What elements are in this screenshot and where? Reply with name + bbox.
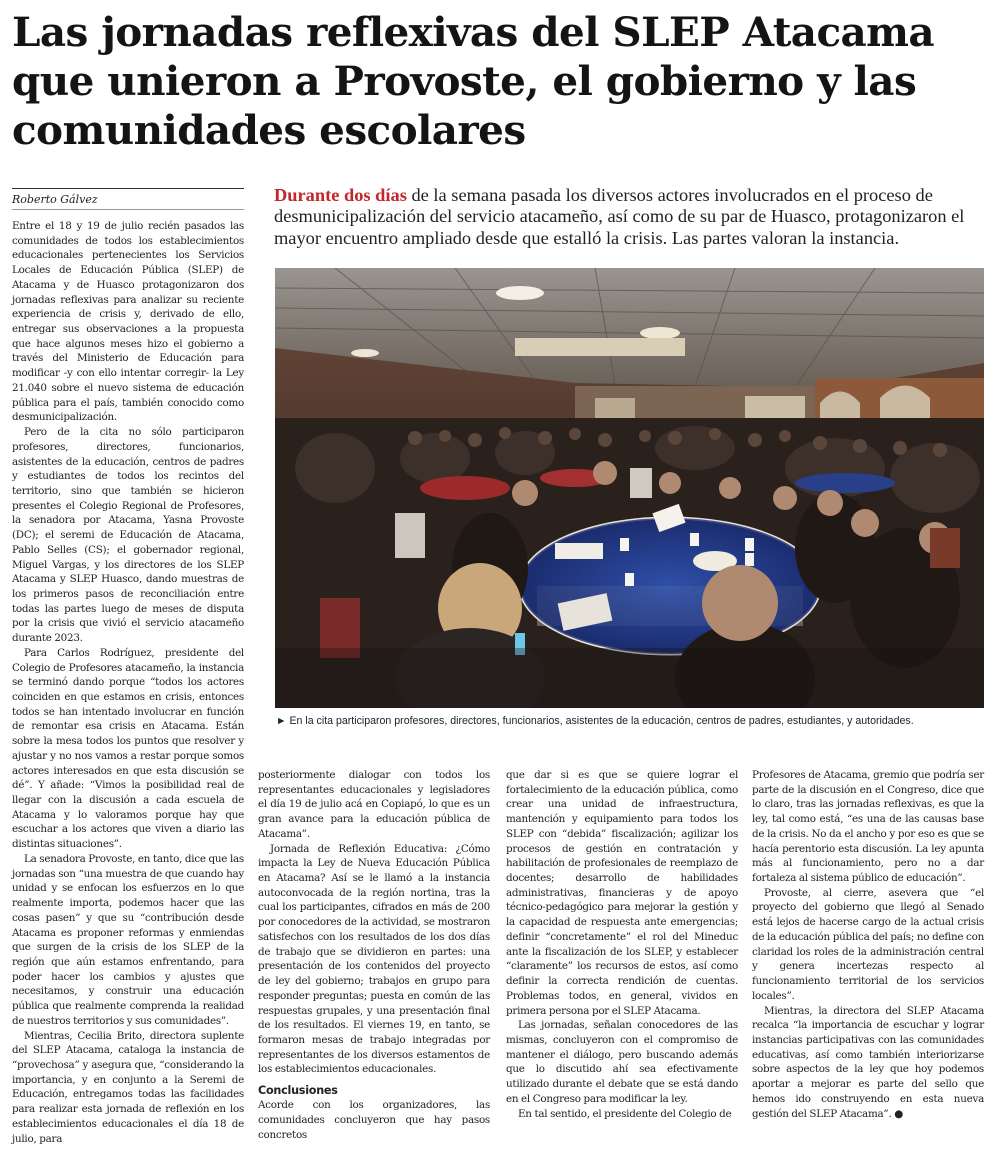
body-paragraph: Mientras, Cecilia Brito, directora suplente del SLEP Atacama, cataloga la instancia de “provechosa” y asegura que, “considerando la importancia, y en conjunto a la Seremi de Educación, entregamos todas las facilidades para realizar esta jornada de reflexión en los establecimientos educacionales el día 18 de julio, para [12, 1029, 244, 1145]
headline: Las jornadas reflexivas del SLEP Atacama que unieron a Provoste, el gobierno y las comunidades escolares [12, 8, 935, 154]
lead-highlight: Durante dos días [274, 185, 407, 205]
photo-caption [276, 714, 984, 728]
lead-paragraph [274, 185, 986, 249]
body-column-2 [258, 768, 490, 1142]
body-paragraph: Provoste, al cierre, asevera que “el proyecto del gobierno que llegó al Senado está lejos de hacerse cargo de la actual crisis de la educación pública del país; no define con claridad los roles de la administración central y genera incertezas respecto al funcionamiento territorial de los servicios locales”. [752, 886, 984, 1002]
body-paragraph [752, 1004, 984, 1122]
body-paragraph: La senadora Provoste, en tanto, dice que las jornadas son “una muestra de que cuando hay unidad y se enfocan los esfuerzos en lo que realmente importa, podemos hacer que las cosas pasen” y que su “contribución desde Atacama es proponer reformas y enmiendas que surgen de la crisis de los SLEP de la región que aún estamos enfrentando, para poder hacer los cambios y ajustes que necesitamos, y construir una educación pública que realmente comprenda la realidad de nuestros territorios y sus comunidades”. [12, 852, 244, 1027]
section-heading-conclusiones: Conclusiones [258, 1084, 338, 1098]
event-photo-illustration [275, 268, 984, 708]
body-paragraph: En tal sentido, el presidente del Colegio de [518, 1107, 732, 1120]
body-paragraph: Jornada de Reflexión Educativa: ¿Cómo impacta la Ley de Nueva Educación Pública en Atacama? Así se le llamó a la instancia autoconvocada de la región nortina, tras la cual los participantes, cifrados en más de 200 por conocedores de la actividad, se mostraron satisfechos con los resultados de los dos días de trabajo que se dividieron en partes: una presentación de los contenidos del proyecto de ley del gobierno; trabajos en grupo para responder preguntas; puesta en común de las respuestas grupales, y una presentación final de los resultados. El viernes 19, en tanto, se formaron mesas de trabajo integradas por representantes de los diversos estamentos de los establecimientos educacionales. [258, 842, 490, 1076]
body-paragraph: Profesores de Atacama, gremio que podría ser parte de la discusión en el Congreso, dice que lo claro, tras las jornadas reflexivas, es que la ley, tal como está, “es una de las causas base de la crisis. No da el ancho y por eso es que se hacía perentorio esta discusión. La ley apunta más al funcionamiento, pero no a dar fortaleza al sistema público de educación”. [752, 769, 984, 885]
body-paragraph: posteriormente dialogar con todos los representantes educacionales y legisladores el día 19 de julio acá en Copiapó, lo que es un gran avance para la educación pública de Atacama”. [258, 769, 490, 840]
body-paragraph: Entre el 18 y 19 de julio recién pasados las comunidades de todos los establecimientos educacionales pertenecientes los Servicios Locales de Educación Pública (SLEP) de Atacama y de Huasco protagonizaron dos jornadas reflexivas para analizar su reciente experiencia de crisis y, derivado de ello, entregar sus observaciones a la propuesta que hace algunos meses hizo el gobierno a través del Ministerio de Educación para modificar -y con ello intentar corregir- la Ley 21.040 sobre el nuevo sistema de educación pública para el país, también conocido como desmunicipalización. [12, 220, 244, 424]
author-byline: Roberto Gálvez [12, 188, 244, 210]
body-paragraph: que dar si es que se quiere lograr el fortalecimiento de la educación pública, como crear una unidad de infraestructura, mantención y equipamiento para todos los SLEP con “debida” fiscalización; agilizar los procesos de gestión en contratación y habilitación de profesionales de reemplazo de docentes; desarrollo de habilidades administrativas, financieras y de apoyo técnico-pedagógico para mejorar la gestión y la capacidad de respuesta ante emergencias; definir “concretamente” el rol del Mineduc ante la fiscalización de los SLEP, y establecer “claramente” los recursos de estos, así como definir la correcta rendición de cuentas. Problemas todos, en general, vividos en primera persona por el SLEP Atacama. [506, 769, 738, 1017]
event-photo [275, 268, 984, 708]
end-mark-icon: ● [894, 1107, 904, 1120]
body-paragraph: Acorde con los organizadores, las comunidades concluyeron que hay pasos concretos [258, 1099, 490, 1141]
body-paragraph: Las jornadas, señalan conocedores de las mismas, concluyeron con el compromiso de mantener el diálogo, pero buscando además que lo discutido ahí sea efectivamente utilizado durante el debate que se está dando en el Congreso para modificar la ley. [506, 1019, 738, 1105]
body-column-3 [506, 768, 738, 1121]
lead-text: de la semana pasada los diversos actores involucrados en el proceso de desmunicipalización del servicio atacameño, así como de su par de Huasco, protagonizaron el mayor encuentro ampliado desde que estalló la crisis. Las partes valoran la instancia. [274, 185, 965, 248]
body-column-4 [752, 768, 984, 1121]
closing-text: Mientras, la directora del SLEP Atacama recalca “la importancia de escuchar y lograr instancias participativas con las comunidades educativas, así como también interiorizarse sobre aspectos de la ley que hoy podemos aportar a mejorar es parte del sello que hemos ido construyendo en esta nueva gestión del SLEP Atacama”. [752, 1004, 984, 1120]
body-paragraph: Pero de la cita no sólo participaron profesores, directores, funcionarios, asistentes de la educación, centros de padres y estudiantes de todos los recintos del territorio, sino que también se hicieron presentes el Colegio Regional de Profesores, la senadora por Atacama, Yasna Provoste (DC); el seremi de Educación de Atacama, Pablo Selles (CS); el gobernador regional, Miguel Vargas, y los directores de los SLEP Atacama y SLEP Huasco, dando muestras de los primeros pasos de reconciliación entre todas las partes luego de meses de disputa por la crisis que vivió el servicio atacameño durante 2023. [12, 426, 244, 645]
caption-text: En la cita participaron profesores, directores, funcionarios, asistentes de la educación, centros de padres, estudiantes, y autoridades. [289, 715, 914, 727]
caption-arrow-icon: ► [276, 715, 287, 727]
body-paragraph: Para Carlos Rodríguez, presidente del Colegio de Profesores atacameño, la instancia se terminó dando porque “todos los actores coinciden en que estamos en crisis, entonces todos se han intentado involucrar en función de remontar esa crisis en Atacama. Están sobre la mesa todos los puntos que resolver y ajustar y no nos vamos a restar porque somos actores interesados en que esta discusión se dé”. Y añade: “Vimos la posibilidad real de llegar con la discusión a cada escuela de Atacama y lo valoramos porque hay que escuchar a los actores que viven a diario las distintas situaciones”. [12, 646, 244, 851]
body-column-1 [12, 219, 244, 1146]
